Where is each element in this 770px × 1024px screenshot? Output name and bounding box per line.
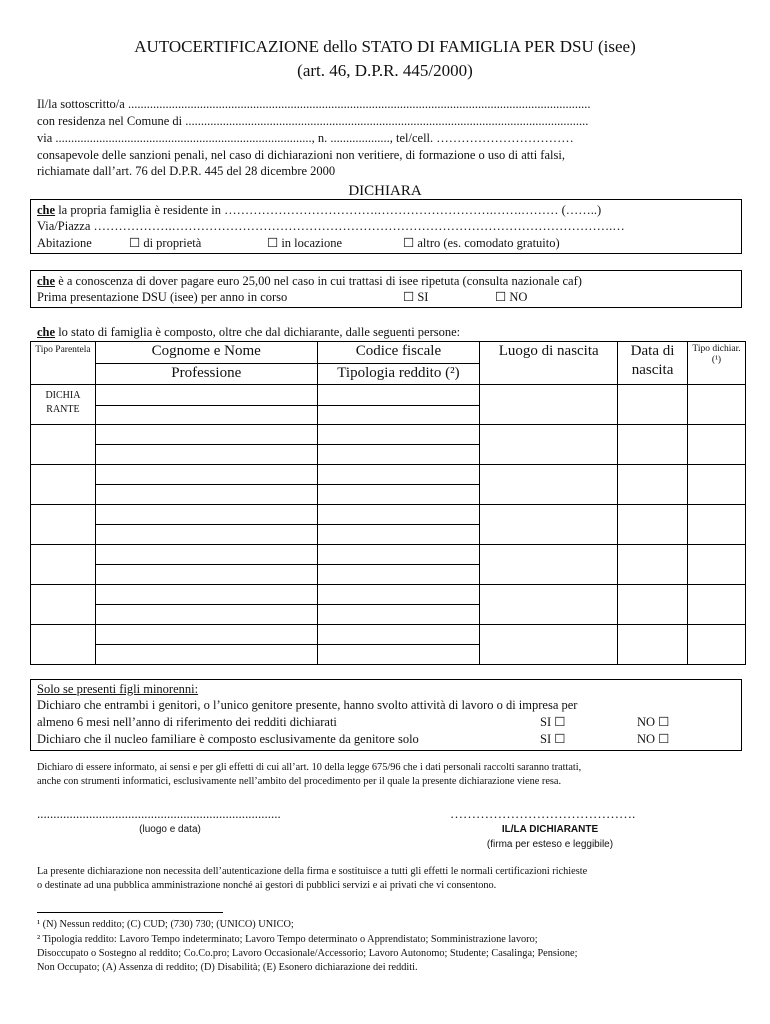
professione-cell[interactable]	[95, 406, 317, 425]
checkbox-genitore-si[interactable]: SI ☐	[540, 732, 566, 746]
table-row	[31, 465, 746, 485]
checkbox-proprieta[interactable]: ☐ di proprietà	[129, 236, 202, 250]
header-data-nascita: Data di nascita	[618, 342, 688, 385]
table-row	[31, 505, 746, 525]
checkbox-no[interactable]: ☐ NO	[495, 290, 528, 304]
tipologia-reddito-cell[interactable]	[317, 645, 480, 665]
tipo-parentela-cell[interactable]	[31, 545, 96, 585]
minors-row-genitore-solo: Dichiaro che il nucleo familiare è composto esclusivamente da genitore solo SI ☐ NO ☐	[37, 732, 670, 746]
tipo-parentela-cell[interactable]	[31, 465, 96, 505]
header-tipo-parentela: Tipo Parentela	[31, 342, 96, 385]
tipo-dichiar-cell[interactable]	[688, 425, 746, 465]
codice-fiscale-cell[interactable]	[317, 505, 480, 525]
minors-box	[30, 679, 742, 751]
firma-label: (firma per esteso e leggibile)	[486, 839, 614, 850]
tipo-parentela-cell[interactable]	[31, 585, 96, 625]
checkbox-attivita-si[interactable]: SI ☐	[540, 715, 566, 729]
data-nascita-cell[interactable]	[618, 465, 688, 505]
table-row	[31, 545, 746, 565]
minors-heading: Solo se presenti figli minorenni:	[37, 682, 199, 696]
tipologia-reddito-cell[interactable]	[317, 605, 480, 625]
checkbox-altro[interactable]: ☐ altro (es. comodato gratuito)	[403, 236, 560, 250]
firma-field[interactable]: …………………………………….	[450, 806, 636, 821]
cognome-nome-cell[interactable]	[95, 585, 317, 605]
codice-fiscale-cell[interactable]	[317, 385, 480, 406]
header-tipo-dichiar: Tipo dichiar. (¹)	[688, 342, 746, 385]
luogo-data-field[interactable]: ...........................................................................	[37, 806, 281, 821]
tipo-dichiar-cell[interactable]	[688, 505, 746, 545]
codice-fiscale-cell[interactable]	[317, 545, 480, 565]
tipo-dichiar-cell[interactable]	[688, 385, 746, 425]
table-row	[31, 425, 746, 445]
privacy-text-2: anche con strumenti informatici, esclusivamente nell’ambito del procedimento per il quale la presente dichiarazione viene resa.	[37, 776, 562, 787]
document-title: AUTOCERTIFICAZIONE dello STATO DI FAMIGLIA PER DSU (isee)	[134, 37, 636, 56]
tipologia-reddito-cell[interactable]	[317, 525, 480, 545]
data-nascita-cell[interactable]	[618, 505, 688, 545]
professione-cell[interactable]	[95, 605, 317, 625]
footnote-2c: Non Occupato; (A) Assenza di reddito; (D) Disabilità; (E) Esonero dichiarazione dei redditi.	[37, 962, 418, 973]
dichiara-heading: DICHIARA	[348, 183, 422, 199]
codice-fiscale-cell[interactable]	[317, 425, 480, 445]
footnote-1: ¹ (N) Nessun reddito; (C) CUD; (730) 730; (UNICO) UNICO;	[37, 919, 294, 930]
cognome-nome-cell[interactable]	[95, 505, 317, 525]
luogo-nascita-cell[interactable]	[480, 425, 618, 465]
tipologia-reddito-cell[interactable]	[317, 565, 480, 585]
footnote-2a: ² Tipologia reddito: Lavoro Tempo indeterminato; Lavoro Tempo determinato o Apprendistato; Somministrazione lavoro;	[37, 934, 538, 945]
codice-fiscale-cell[interactable]	[317, 585, 480, 605]
abitazione-row: Abitazione ☐ di proprietà ☐ in locazione ☐ altro (es. comodato gratuito)	[37, 236, 560, 250]
professione-cell[interactable]	[95, 445, 317, 465]
residence-box	[30, 199, 742, 254]
data-nascita-cell[interactable]	[618, 425, 688, 465]
privacy-text-1: Dichiaro di essere informato, ai sensi e per gli effetti di cui all’art. 10 della legge 675/96 che i dati personali raccolti saranno trattati,	[37, 762, 582, 773]
professione-cell[interactable]	[95, 525, 317, 545]
cognome-nome-cell[interactable]	[95, 465, 317, 485]
tipo-parentela-cell[interactable]	[31, 425, 96, 465]
luogo-nascita-cell[interactable]	[480, 625, 618, 665]
cognome-nome-cell[interactable]	[95, 545, 317, 565]
professione-cell[interactable]	[95, 645, 317, 665]
cognome-nome-cell[interactable]	[95, 425, 317, 445]
che-label: che	[37, 203, 56, 217]
prima-presentazione-row: Prima presentazione DSU (isee) per anno in corso ☐ SI ☐ NO	[37, 290, 528, 304]
data-nascita-cell[interactable]	[618, 545, 688, 585]
data-nascita-cell[interactable]	[618, 385, 688, 425]
luogo-nascita-cell[interactable]	[480, 465, 618, 505]
checkbox-attivita-no[interactable]: NO ☐	[637, 715, 670, 729]
header-luogo-nascita: Luogo di nascita	[480, 342, 618, 385]
family-table	[30, 341, 746, 665]
tipo-dichiar-cell[interactable]	[688, 465, 746, 505]
table-row	[31, 625, 746, 645]
minors-row-attivita: almeno 6 mesi nell’anno di riferimento dei redditi dichiarati SI ☐ NO ☐	[37, 715, 670, 729]
professione-cell[interactable]	[95, 485, 317, 505]
luogo-data-label: (luogo e data)	[139, 824, 201, 835]
document-subtitle: (art. 46, D.P.R. 445/2000)	[297, 61, 473, 80]
note-text-2: o destinate ad una pubblica amministrazione nonché ai gestori di pubblici servizi e ai privati che vi consentono.	[37, 880, 497, 891]
tipologia-reddito-cell[interactable]	[317, 485, 480, 505]
cognome-nome-cell[interactable]	[95, 625, 317, 645]
payment-line-1: che è a conoscenza di dover pagare euro 25,00 nel caso in cui trattasi di isee ripetuta (consulta nazionale caf)	[37, 274, 582, 288]
codice-fiscale-cell[interactable]	[317, 465, 480, 485]
dichiarante-cell: DICHIA RANTE	[31, 385, 96, 425]
tipo-parentela-cell[interactable]	[31, 505, 96, 545]
footnote-2b: Disoccupato o Sostegno al reddito; Co.Co.pro; Lavoro Occasionale/Accessorio; Lavoro Autonomo; Studente; Casalinga; Pensione;	[37, 948, 578, 959]
tipo-dichiar-cell[interactable]	[688, 545, 746, 585]
intro-text-2: richiamate dall’art. 76 del D.P.R. 445 del 28 dicembre 2000	[37, 164, 336, 178]
professione-cell[interactable]	[95, 565, 317, 585]
tipologia-reddito-cell[interactable]	[317, 445, 480, 465]
data-nascita-cell[interactable]	[618, 625, 688, 665]
header-codice-fiscale: Codice fiscale	[317, 342, 480, 364]
residence-line-1[interactable]: che la propria famiglia è residente in ……………………………….……………………….…….……… (……..)	[37, 203, 602, 217]
family-intro: che lo stato di famiglia è composto, oltre che dal dichiarante, dalle seguenti persone:	[37, 325, 461, 339]
footnote-separator	[37, 912, 223, 913]
sottoscritto-field[interactable]: Il/la sottoscritto/a ....................................................................................................................................................	[37, 97, 591, 111]
note-text-1: La presente dichiarazione non necessita dell’autenticazione della firma e sostituisce a tutti gli effetti le normali certificazioni richieste	[37, 866, 588, 877]
luogo-nascita-cell[interactable]	[480, 545, 618, 585]
indirizzo-field[interactable]: via .................................................................................., n. ..................., tel/cell. ……………………………	[37, 131, 574, 145]
header-cognome-nome: Cognome e Nome	[95, 342, 317, 364]
table-row	[31, 585, 746, 605]
luogo-nascita-cell[interactable]	[480, 505, 618, 545]
header-tipologia-reddito: Tipologia reddito (²)	[317, 364, 480, 385]
luogo-nascita-cell[interactable]	[480, 385, 618, 425]
cognome-nome-cell[interactable]	[95, 385, 317, 406]
intro-text-1: consapevole delle sanzioni penali, nel caso di dichiarazioni non veritiere, di formazione o uso di atti falsi,	[37, 148, 565, 162]
header-professione: Professione	[95, 364, 317, 385]
comune-residenza-field[interactable]: con residenza nel Comune di .................................................................................................................................	[37, 114, 589, 128]
data-nascita-cell[interactable]	[618, 585, 688, 625]
tipo-dichiar-cell[interactable]	[688, 625, 746, 665]
codice-fiscale-cell[interactable]	[317, 625, 480, 645]
tipo-parentela-cell[interactable]	[31, 625, 96, 665]
via-piazza-field[interactable]: Via/Piazza ……………….…………………………………………………………………………………………….…	[37, 219, 625, 233]
luogo-nascita-cell[interactable]	[480, 585, 618, 625]
checkbox-genitore-no[interactable]: NO ☐	[637, 732, 670, 746]
checkbox-locazione[interactable]: ☐ in locazione	[267, 236, 343, 250]
minors-text-1: Dichiaro che entrambi i genitori, o l’unico genitore presente, hanno svolto attività di lavoro o di impresa per	[37, 698, 578, 712]
tipologia-reddito-cell[interactable]	[317, 406, 480, 425]
table-row	[31, 385, 746, 406]
payment-box	[30, 270, 742, 308]
tipo-dichiar-cell[interactable]	[688, 585, 746, 625]
checkbox-si[interactable]: ☐ SI	[403, 290, 429, 304]
dichiarante-label: IL/LA DICHIARANTE	[501, 824, 599, 835]
